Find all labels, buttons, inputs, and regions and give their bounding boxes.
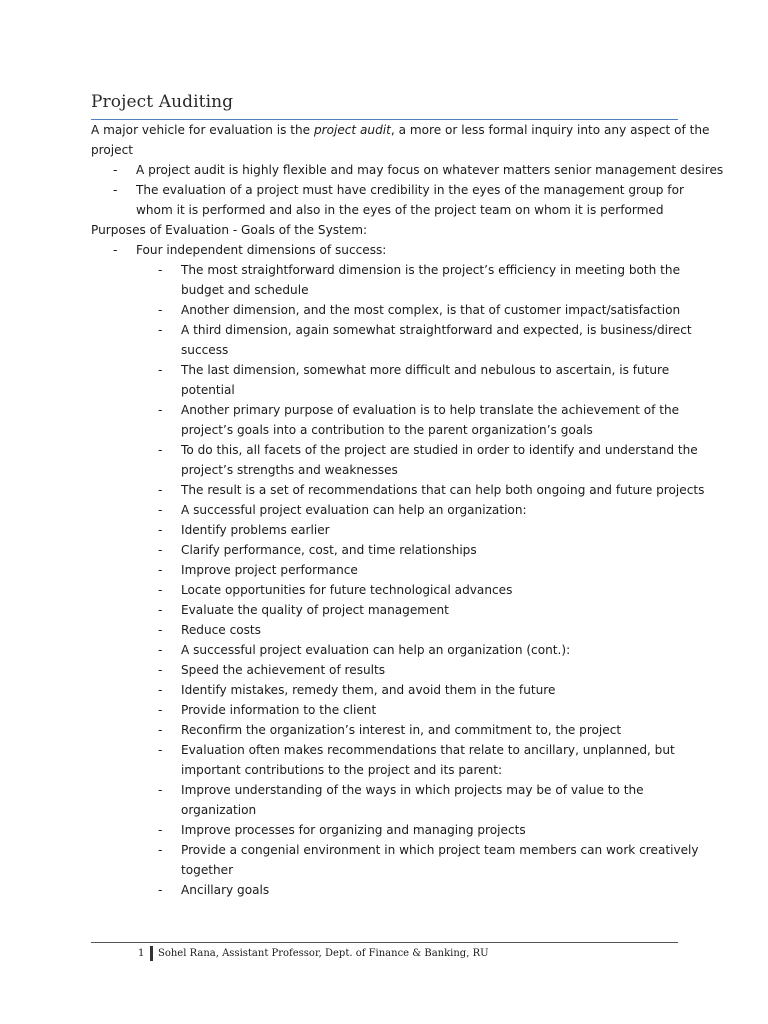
list-item-line: together bbox=[181, 863, 234, 877]
list-bullet: - bbox=[113, 243, 118, 257]
list-item-line: Improve processes for organizing and managing projects bbox=[181, 823, 526, 837]
list-bullet: - bbox=[158, 303, 163, 317]
list-bullet: - bbox=[158, 843, 163, 857]
list-bullet: - bbox=[158, 443, 163, 457]
list-bullet: - bbox=[158, 663, 163, 677]
list-item-line: Improve project performance bbox=[181, 563, 358, 577]
list-item-line: A project audit is highly flexible and may focus on whatever matters senior management desires bbox=[136, 163, 724, 177]
list-bullet: - bbox=[158, 823, 163, 837]
list-bullet: - bbox=[158, 643, 163, 657]
list-bullet: - bbox=[158, 743, 163, 757]
list-bullet: - bbox=[158, 723, 163, 737]
list-item-line: Evaluation often makes recommendations that relate to ancillary, unplanned, but bbox=[181, 743, 675, 757]
list-item-line: To do this, all facets of the project are studied in order to identify and understand the bbox=[181, 443, 698, 457]
list-item-line: Reconfirm the organization’s interest in, and commitment to, the project bbox=[181, 723, 622, 737]
intro-continuation: project bbox=[91, 143, 133, 157]
list-bullet: - bbox=[158, 563, 163, 577]
intro-text-before: A major vehicle for evaluation is the bbox=[91, 123, 314, 137]
list-item-line: Ancillary goals bbox=[181, 883, 270, 897]
list-item-line: A successful project evaluation can help an organization (cont.): bbox=[181, 643, 571, 657]
list-item-line: organization bbox=[181, 803, 257, 817]
list-bullet: - bbox=[113, 163, 118, 177]
page-title: Project Auditing bbox=[91, 92, 234, 112]
list-bullet: - bbox=[158, 323, 163, 337]
list-item-line: Speed the achievement of results bbox=[181, 663, 386, 677]
dimensions-intro: Four independent dimensions of success: bbox=[136, 243, 387, 257]
list-item-line: Reduce costs bbox=[181, 623, 261, 637]
list-bullet: - bbox=[158, 583, 163, 597]
list-item-line: project’s goals into a contribution to the parent organization’s goals bbox=[181, 423, 593, 437]
list-bullet: - bbox=[158, 703, 163, 717]
list-item-line: Clarify performance, cost, and time relationships bbox=[181, 543, 477, 557]
list-item-line: whom it is performed and also in the eyes of the project team on whom it is performed bbox=[136, 203, 664, 217]
list-bullet: - bbox=[158, 503, 163, 517]
list-item-line: Evaluate the quality of project management bbox=[181, 603, 449, 617]
list-item-line: budget and schedule bbox=[181, 283, 309, 297]
list-item-line: Provide a congenial environment in which project team members can work creatively bbox=[181, 843, 699, 857]
list-bullet: - bbox=[158, 783, 163, 797]
section-heading: Purposes of Evaluation - Goals of the System: bbox=[91, 223, 368, 237]
list-item-line: The last dimension, somewhat more difficult and nebulous to ascertain, is future bbox=[181, 363, 670, 377]
intro-text-after: , a more or less formal inquiry into any aspect of the bbox=[390, 123, 710, 137]
list-item-line: A successful project evaluation can help an organization: bbox=[181, 503, 527, 517]
list-bullet: - bbox=[158, 263, 163, 277]
list-item-line: success bbox=[181, 343, 229, 357]
intro-emphasis: project audit bbox=[313, 123, 391, 137]
list-item-line: Provide information to the client bbox=[181, 703, 377, 717]
list-bullet: - bbox=[158, 363, 163, 377]
list-item-line: Locate opportunities for future technological advances bbox=[181, 583, 513, 597]
list-item-line: potential bbox=[181, 383, 235, 397]
list-bullet: - bbox=[158, 543, 163, 557]
list-bullet: - bbox=[158, 603, 163, 617]
list-bullet: - bbox=[158, 403, 163, 417]
footer-rule bbox=[91, 942, 678, 943]
list-item-line: The most straightforward dimension is the project’s efficiency in meeting both the bbox=[181, 263, 681, 277]
list-item-line: Another dimension, and the most complex, is that of customer impact/satisfaction bbox=[181, 303, 681, 317]
list-bullet: - bbox=[158, 683, 163, 697]
list-bullet: - bbox=[158, 623, 163, 637]
footer-page-number: 1 bbox=[138, 948, 145, 959]
list-bullet: - bbox=[158, 883, 163, 897]
footer-separator bbox=[150, 946, 153, 961]
list-item-line: A third dimension, again somewhat straightforward and expected, is business/direct bbox=[181, 323, 692, 337]
list-bullet: - bbox=[158, 483, 163, 497]
list-item-line: project’s strengths and weaknesses bbox=[181, 463, 398, 477]
list-bullet: - bbox=[158, 523, 163, 537]
list-item-line: The result is a set of recommendations that can help both ongoing and future projects bbox=[181, 483, 705, 497]
list-item-line: Identify problems earlier bbox=[181, 523, 330, 537]
list-bullet: - bbox=[113, 183, 118, 197]
footer-author: Sohel Rana, Assistant Professor, Dept. of Finance & Banking, RU bbox=[158, 948, 489, 959]
intro-line bbox=[91, 120, 709, 140]
list-item-line: The evaluation of a project must have credibility in the eyes of the management group for bbox=[136, 183, 684, 197]
list-item-line: Improve understanding of the ways in which projects may be of value to the bbox=[181, 783, 644, 797]
list-item-line: Identify mistakes, remedy them, and avoid them in the future bbox=[181, 683, 556, 697]
list-item-line: Another primary purpose of evaluation is to help translate the achievement of the bbox=[181, 403, 680, 417]
list-item-line: important contributions to the project and its parent: bbox=[181, 763, 503, 777]
